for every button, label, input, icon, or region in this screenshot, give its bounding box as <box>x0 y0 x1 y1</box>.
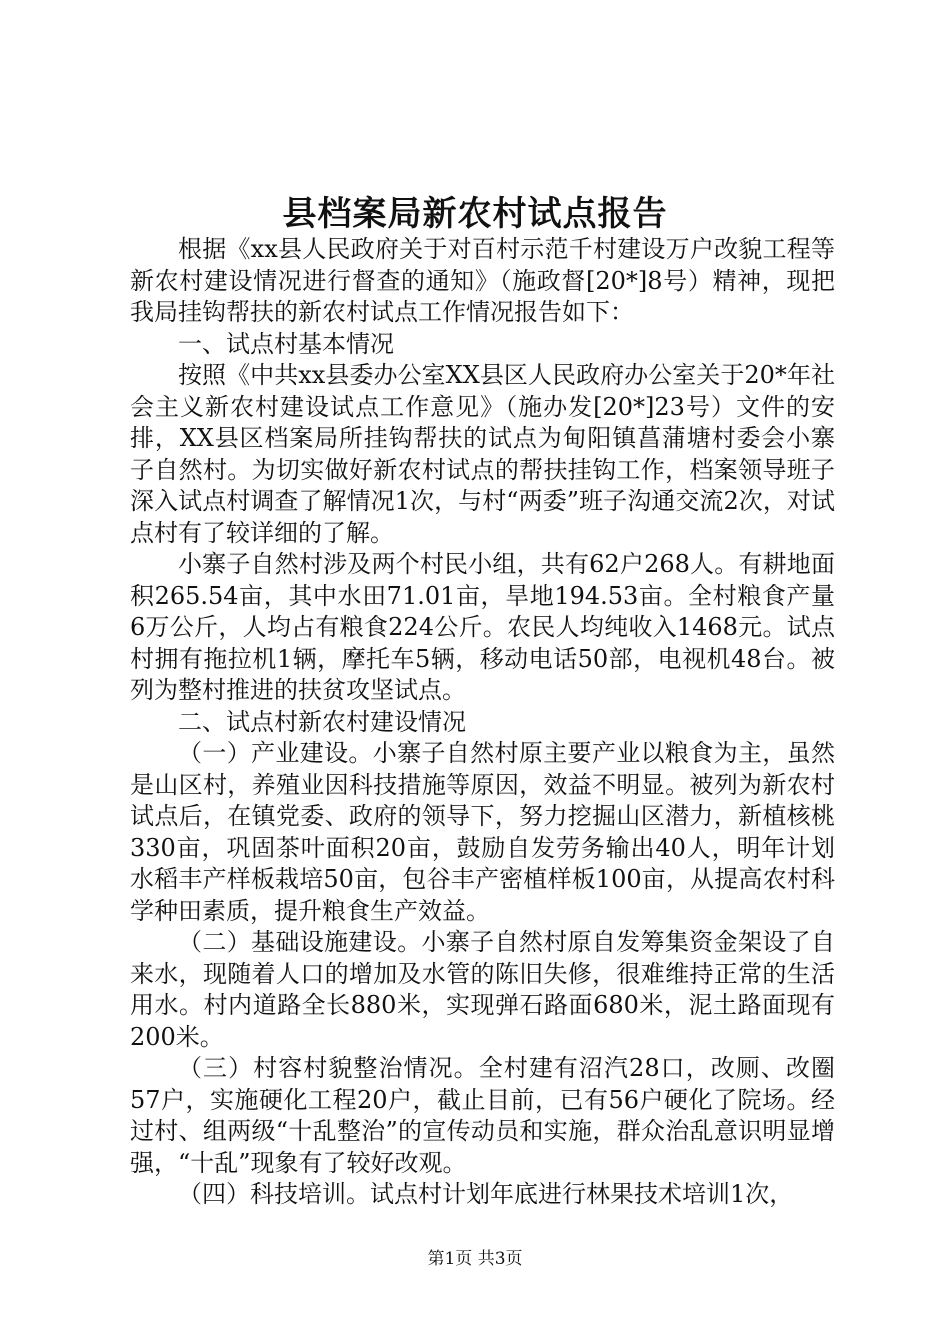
paragraph-intro: 根据《xx县人民政府关于对百村示范千村建设万户改貌工程等新农村建设情况进行督查的通知》（施政督[20*]8号）精神，现把我局挂钩帮扶的新农村试点工作情况报告如下： <box>130 235 835 326</box>
paragraph-village-stats: 小寨子自然村涉及两个村民小组，共有62户268人。有耕地面积265.54亩，其中水田71.01亩，旱地194.53亩。全村粮食产量6万公斤，人均占有粮食224公斤。农民人均纯收入1468元。试点村拥有拖拉机1辆，摩托车5辆，移动电话50部，电视机48台。被列为整村推进的扶贫攻坚试点。 <box>130 550 835 704</box>
paragraph-infrastructure: （二）基础设施建设。小寨子自然村原自发筹集资金架设了自来水，现随着人口的增加及水管的陈旧失修，很难维持正常的生活用水。村内道路全长880米，实现弹石路面680米，泥土路面现有200米。 <box>130 928 835 1051</box>
document-body <box>130 234 835 1211</box>
page-number-footer: 第1页 共3页 <box>427 1249 523 1269</box>
paragraph-tech-training: （四）科技培训。试点村计划年底进行林果技术培训1次， <box>178 1180 794 1208</box>
section-heading-2: 二、试点村新农村建设情况 <box>178 707 466 736</box>
paragraph-village-appearance: （三）村容村貌整治情况。全村建有沼汽28口，改厕、改圈57户，实施硬化工程20户，截止目前，已有56户硬化了院场。经过村、组两级“十乱整治”的宣传动员和实施，群众治乱意识明显增强，“十乱”现象有了较好改观。 <box>130 1054 835 1177</box>
paragraph-background: 按照《中共xx县委办公室XX县区人民政府办公室关于20*年社会主义新农村建设试点工作意见》（施办发[20*]23号）文件的安排，XX县区档案局所挂钩帮扶的试点为甸阳镇菖蒲塘村委会小寨子自然村。为切实做好新农村试点的帮扶挂钩工作，档案领导班子深入试点村调查了解情况1次，与村“两委”班子沟通交流2次，对试点村有了较详细的了解。 <box>130 361 835 547</box>
paragraph-industry: （一）产业建设。小寨子自然村原主要产业以粮食为主，虽然是山区村，养殖业因科技措施等原因，效益不明显。被列为新农村试点后，在镇党委、政府的领导下，努力挖掘山区潜力，新植核桃330亩，巩固茶叶面积20亩，鼓励自发劳务输出40人，明年计划水稻丰产样板栽培50亩，包谷丰产密植样板100亩，从提高农村科学种田素质，提升粮食生产效益。 <box>130 739 835 925</box>
section-heading-1: 一、试点村基本情况 <box>178 329 394 358</box>
page-title: 县档案局新农村试点报告 <box>282 194 668 234</box>
